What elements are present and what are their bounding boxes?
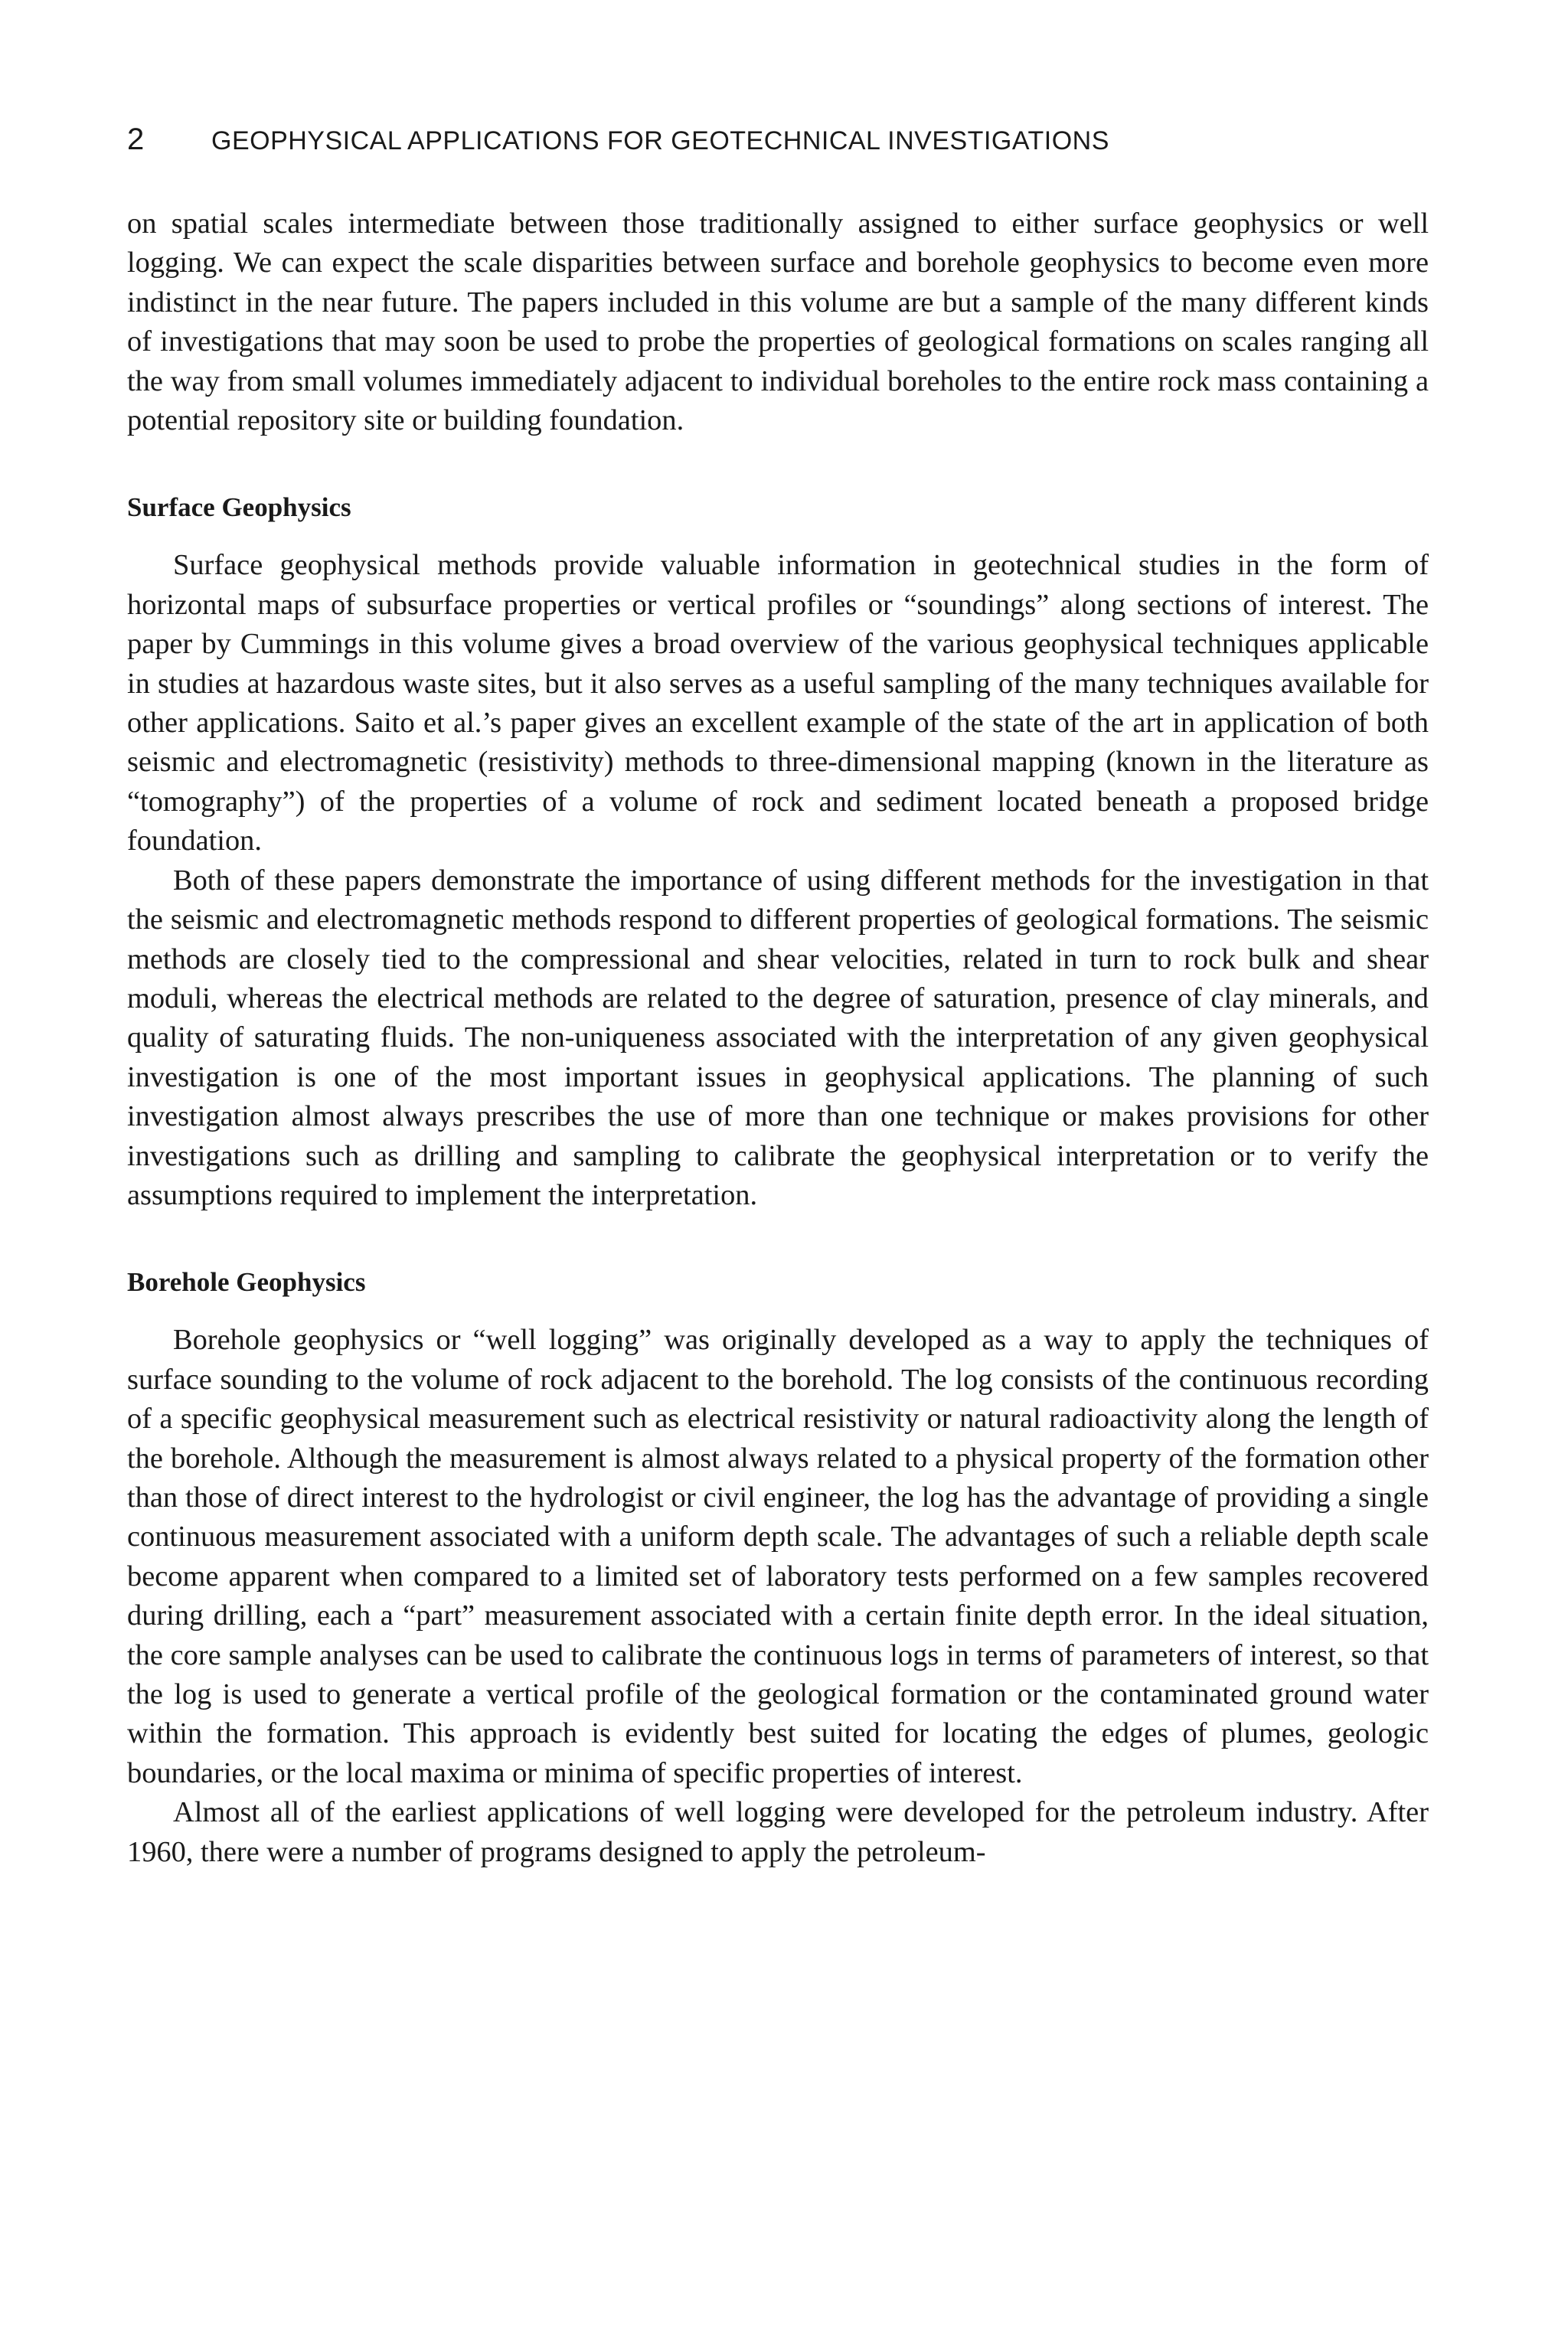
paragraph: Both of these papers demonstrate the importance of using different methods for the investigation in that the seismic and electromagnetic methods respond to different properties of geological formations. The seismic methods are closely tied to the compressional and shear velocities, related in turn to rock bulk and shear moduli, whereas the electrical methods are related to the degree of saturation, presence of clay minerals, and quality of saturating fluids. The non-uniqueness associated with the interpretation of any given geophysical investigation is one of the most important issues in geophysical applications. The planning of such investigation almost always prescribes the use of more than one technique or makes provisions for other investigations such as drilling and sampling to calibrate the geophysical interpretation or to verify the assumptions required to implement the interpretation.: [127, 864, 1429, 1211]
intro-paragraph: on spatial scales intermediate between those traditionally assigned to either surface geophysics or well logging. We can expect the scale disparities between surface and borehole geophysics to become even more indistinct in the near future. The papers included in this volume are but a sample of the many different kinds of investigations that may soon be used to probe the properties of geological formations on scales ranging all the way from small volumes immediately adjacent to individual boreholes to the entire rock mass containing a potential repository site or building foundation.: [127, 207, 1429, 437]
paragraph: Surface geophysical methods provide valuable information in geotechnical studies in the form of horizontal maps of subsurface properties or vertical profiles or “soundings” along sections of interest. The paper by Cummings in this volume gives a broad overview of the various geophysical techniques applicable in studies at hazardous waste sites, but it also serves as a useful sampling of the many techniques available for other applications. Saito et al.’s paper gives an excellent example of the state of the art in application of both seismic and electromagnetic (resistivity) methods to three-dimensional mapping (known in the literature as “tomography”) of the properties of a volume of rock and sediment located beneath a proposed bridge foundation.: [127, 549, 1429, 858]
body-text: [127, 204, 1429, 1872]
section-heading-surface-geophysics: Surface Geophysics: [127, 492, 351, 523]
section-heading-borehole-geophysics: Borehole Geophysics: [127, 1267, 366, 1298]
running-header: [127, 122, 1429, 157]
paragraph: Borehole geophysics or “well logging” was originally developed as a way to apply the techniques of surface sounding to the volume of rock adjacent to the borehold. The log consists of the continuous recording of a specific geophysical measurement such as electrical resistivity or natural radioactivity along the length of the borehole. Although the measurement is almost always related to a physical property of the formation other than those of direct interest to the hydrologist or civil engineer, the log has the advantage of providing a single continuous measurement associated with a uniform depth scale. The advantages of such a reliable depth scale become apparent when compared to a limited set of laboratory tests performed on a few samples recovered during drilling, each a “part” measurement associated with a certain finite depth error. In the ideal situation, the core sample analyses can be used to calibrate the continuous logs in terms of parameters of interest, so that the log is used to generate a vertical profile of the geological formation or the contaminated ground water within the formation. This approach is evidently best suited for locating the edges of plumes, geologic boundaries, or the local maxima or minima of specific properties of interest.: [127, 1324, 1429, 1789]
running-title: GEOPHYSICAL APPLICATIONS FOR GEOTECHNICAL INVESTIGATIONS: [211, 126, 1109, 155]
page-number: 2: [127, 122, 145, 156]
book-page: [127, 122, 1429, 1872]
paragraph: Almost all of the earliest applications of well logging were developed for the petroleum industry. After 1960, there were a number of programs designed to apply the petroleum-: [127, 1796, 1429, 1868]
